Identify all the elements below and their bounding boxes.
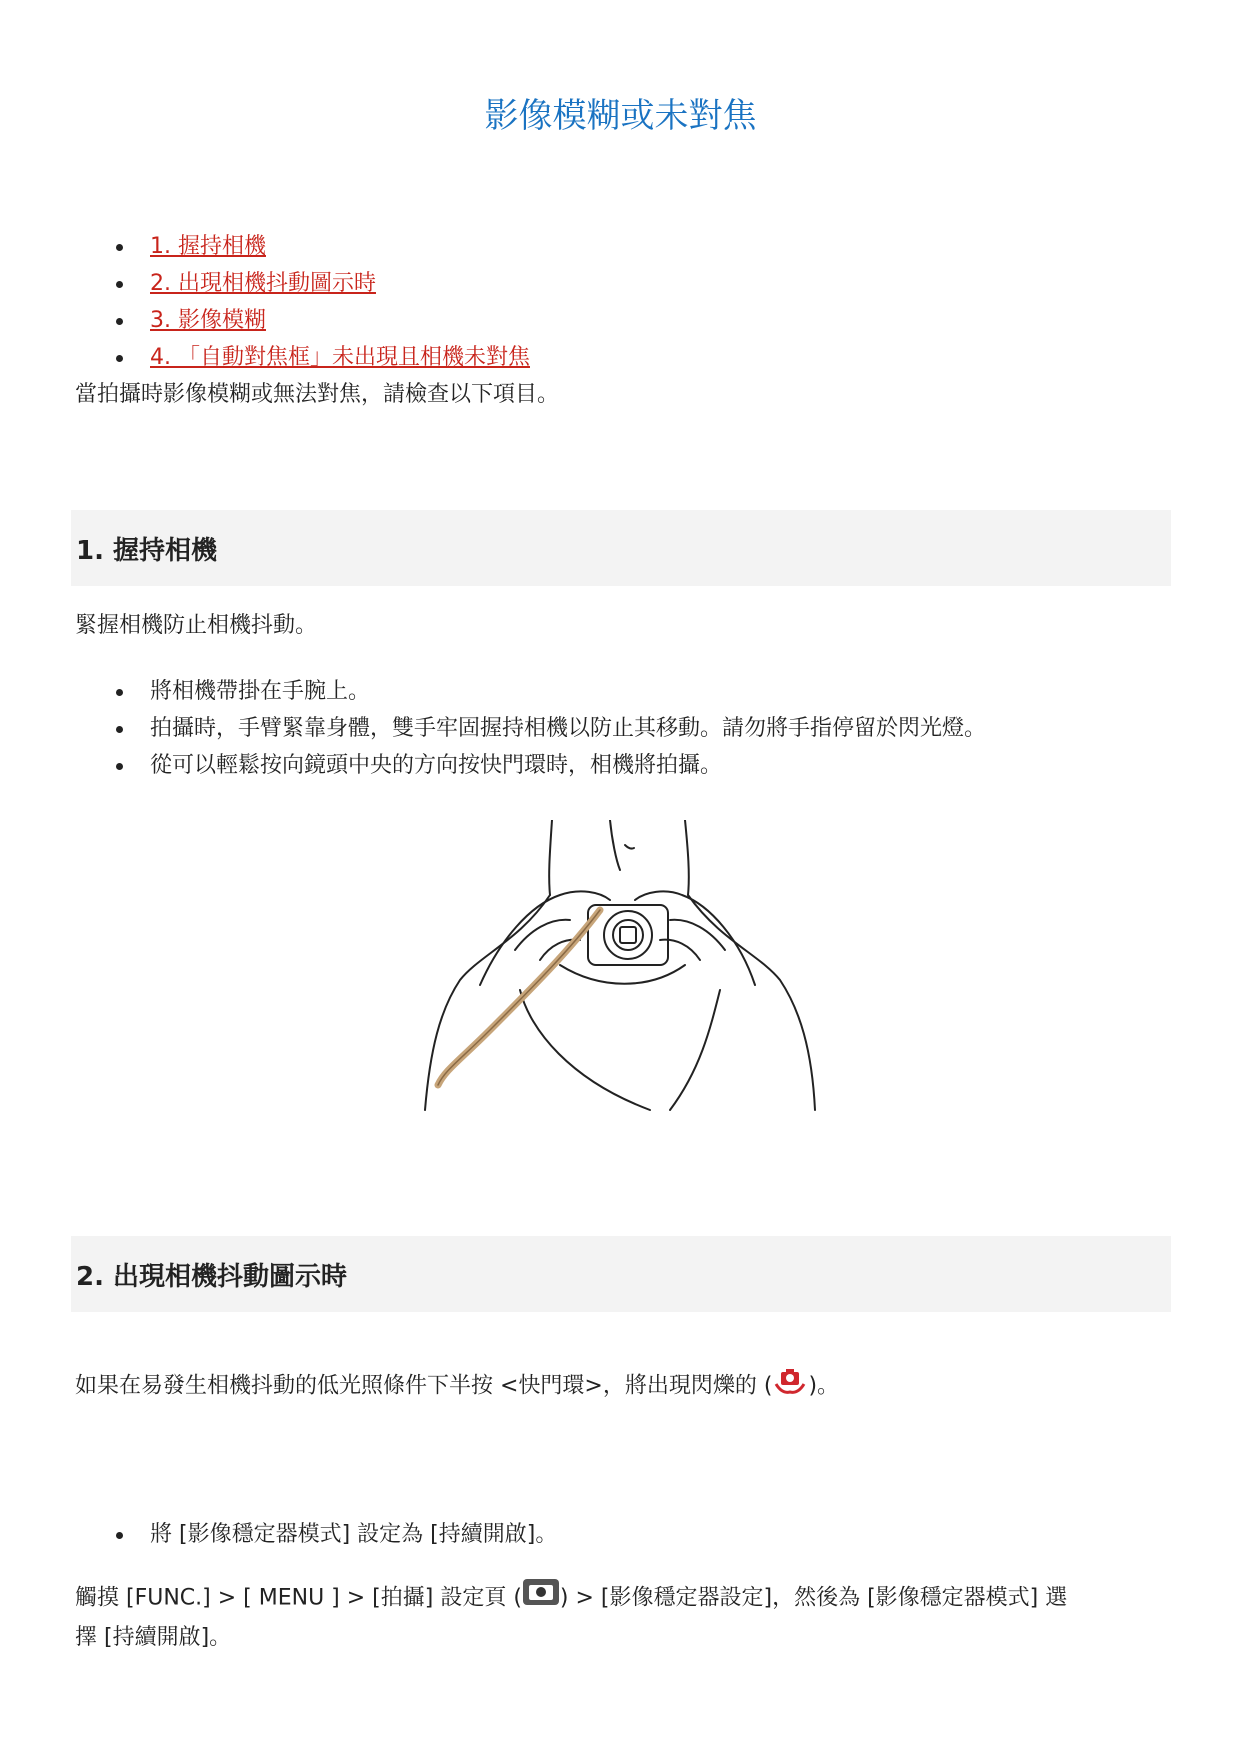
instruction-text-line2: 擇 [持續開啟]。	[75, 1625, 232, 1650]
section-title: 2. 出現相機抖動圖示時	[76, 1262, 348, 1292]
toc-item	[75, 302, 530, 339]
list-item: 拍攝時，手臂緊靠身體，雙手牢固握持相機以防止其移動。請勿將手指停留於閃光燈。	[75, 710, 986, 747]
toc-item	[75, 228, 530, 265]
list-item: 將 [影像穩定器模式] 設定為 [持續開啟]。	[75, 1516, 557, 1553]
section1-bullets	[75, 673, 986, 784]
shooting-tab-camera-icon	[522, 1578, 560, 1619]
toc-item	[75, 339, 530, 376]
list-item: 從可以輕鬆按向鏡頭中央的方向按快門環時，相機將拍攝。	[75, 747, 986, 784]
section2-lead	[75, 1362, 839, 1411]
section2-lead-text: 如果在易發生相機抖動的低光照條件下半按 <快門環>，將出現閃爍的 (	[75, 1373, 773, 1399]
section2-bullets	[75, 1516, 557, 1553]
toc-link-shake-icon[interactable]: 2. 出現相機抖動圖示時	[150, 271, 376, 296]
intro-text: 當拍攝時影像模糊或無法對焦，請檢查以下項目。	[75, 382, 560, 407]
section-header-shake-icon	[71, 1236, 1171, 1312]
instruction-text-end: ) > [影像穩定器設定]，然後為 [影像穩定器模式] 選	[559, 1585, 1068, 1611]
toc-item	[75, 265, 530, 302]
section-title: 1. 握持相機	[76, 536, 218, 566]
camera-shake-icon	[772, 1362, 808, 1411]
toc-link-image-blurry[interactable]: 3. 影像模糊	[150, 308, 266, 333]
section1-lead: 緊握相機防止相機抖動。	[75, 613, 318, 638]
section2-lead-end: )。	[808, 1373, 840, 1399]
list-item: 將相機帶掛在手腕上。	[75, 673, 986, 710]
section-header-holding-camera	[71, 510, 1171, 586]
page-title: 影像模糊或未對焦	[484, 96, 757, 136]
toc-link-af-frame[interactable]: 4. 「自動對焦框」未出現且相機未對焦	[150, 345, 530, 370]
instruction-text: 觸摸 [FUNC.] > [ MENU ] > [拍攝] 設定頁 (	[75, 1585, 522, 1611]
table-of-contents	[75, 228, 530, 376]
holding-camera-illustration	[420, 820, 820, 1120]
section2-instruction	[75, 1578, 1067, 1657]
toc-link-holding-camera[interactable]: 1. 握持相機	[150, 234, 266, 259]
